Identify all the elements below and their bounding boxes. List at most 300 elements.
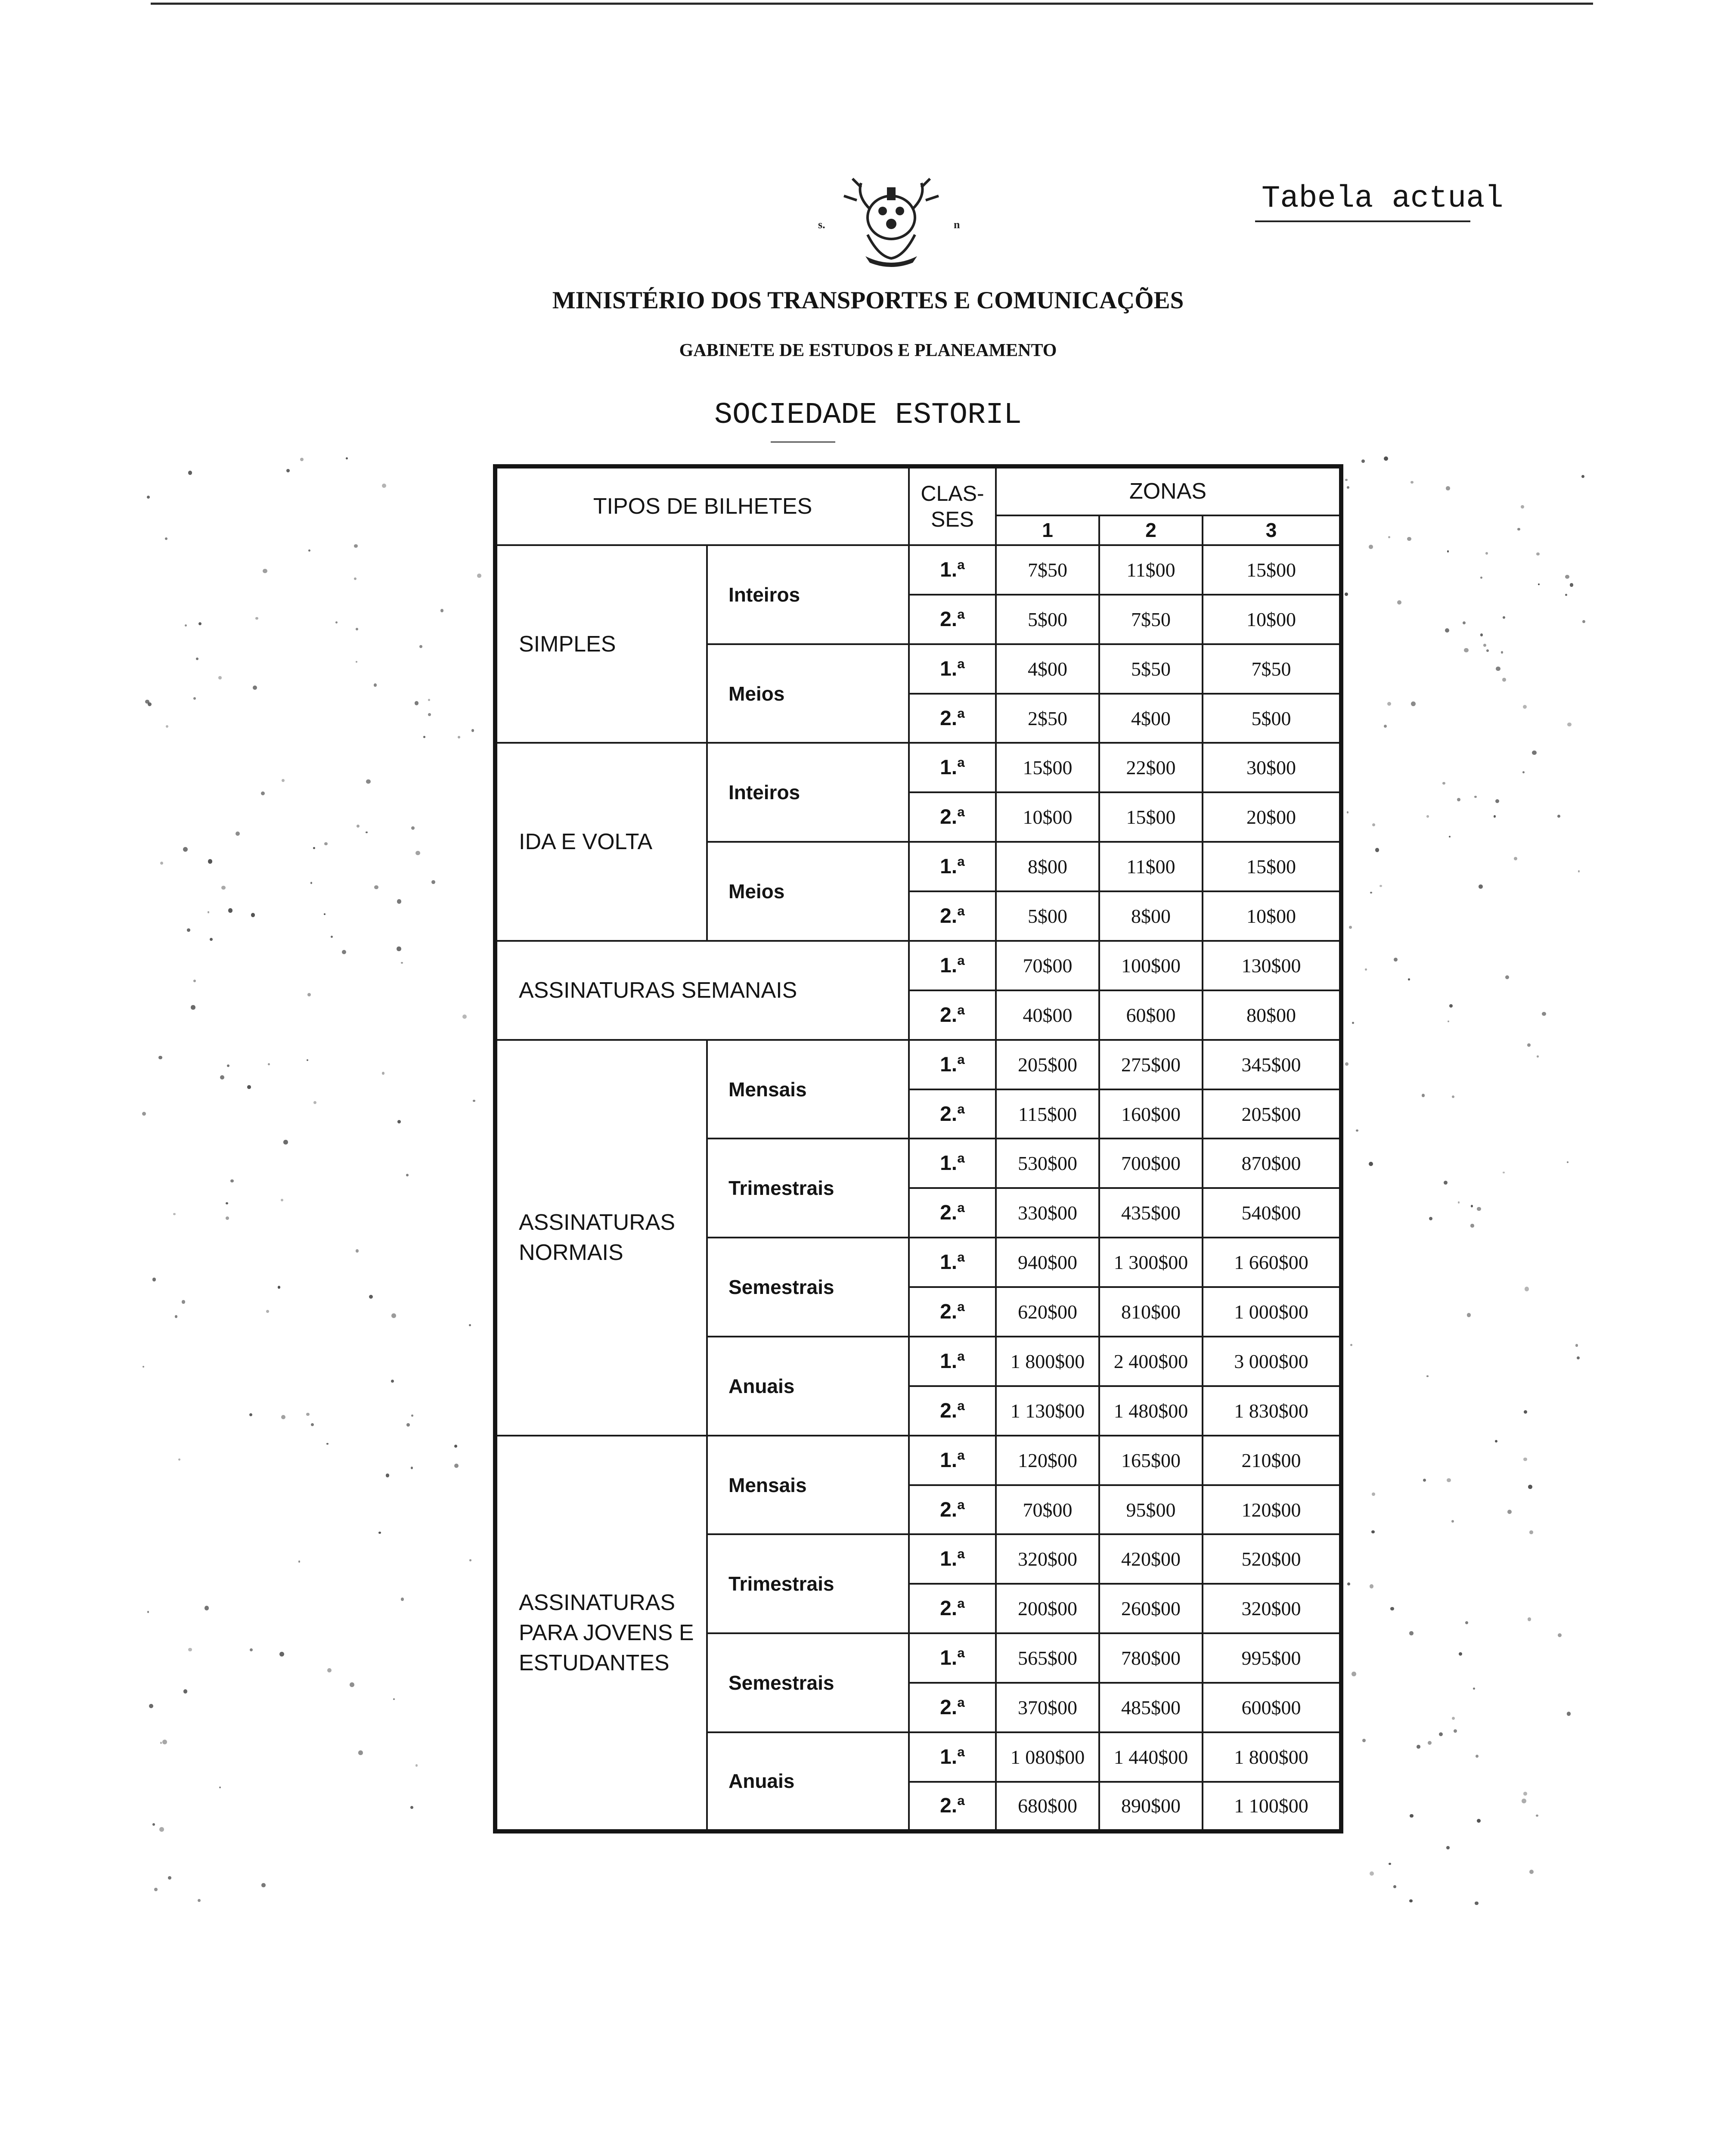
scan-speck [1452, 1717, 1455, 1720]
scan-speck [307, 993, 311, 996]
scan-speck [166, 725, 168, 728]
class-cell: 1.ª [909, 1633, 996, 1683]
scan-speck [1521, 505, 1524, 509]
fare-value-cell: 320$00 [1203, 1584, 1341, 1633]
fare-value-cell: 15$00 [1099, 792, 1203, 842]
class-cell: 1.ª [909, 1534, 996, 1584]
scan-speck [1567, 723, 1571, 726]
scan-speck [251, 913, 255, 917]
scan-speck [397, 1120, 401, 1123]
fare-value-cell: 520$00 [1203, 1534, 1341, 1584]
scan-speck [149, 1704, 153, 1708]
scan-speck [183, 1689, 188, 1694]
class-cell: 2.ª [909, 891, 996, 941]
scan-speck [218, 676, 222, 679]
ticket-subtype-label: Inteiros [707, 743, 909, 842]
scan-speck [1505, 975, 1509, 979]
class-cell: 2.ª [909, 1287, 996, 1337]
scan-speck [307, 1059, 308, 1061]
fare-row [495, 545, 1341, 595]
scan-speck [1428, 1741, 1432, 1745]
scan-speck [477, 574, 481, 578]
scan-speck [1465, 1621, 1468, 1624]
class-cell: 2.ª [909, 990, 996, 1040]
column-header-zones: ZONAS [996, 466, 1341, 515]
ticket-subtype-label: Meios [707, 842, 909, 941]
header-row-main [495, 466, 1341, 515]
fare-value-cell: 275$00 [1099, 1040, 1203, 1089]
scan-speck [1503, 1172, 1505, 1174]
scan-speck [1523, 1458, 1527, 1461]
ticket-subtype-label: Semestrais [707, 1238, 909, 1337]
ticket-subtype-label: Trimestrais [707, 1534, 909, 1633]
scan-speck [1514, 857, 1517, 860]
scan-speck [1476, 1755, 1479, 1758]
ticket-subtype-label: Semestrais [707, 1633, 909, 1732]
scan-speck [401, 962, 403, 964]
scan-speck [1448, 1021, 1449, 1022]
scan-speck [227, 1064, 229, 1067]
scan-speck [182, 1300, 185, 1303]
scan-speck [191, 1005, 195, 1009]
scan-speck [1422, 1094, 1425, 1097]
scan-speck [1570, 583, 1573, 586]
scan-speck [236, 831, 240, 836]
scan-speck [1502, 678, 1506, 682]
fare-value-cell: 5$00 [996, 891, 1099, 941]
scan-speck [1446, 1846, 1450, 1849]
scan-speck [1524, 1410, 1527, 1414]
zone-number-header: 2 [1099, 515, 1203, 545]
scan-speck [1384, 725, 1387, 728]
fare-value-cell: 940$00 [996, 1238, 1099, 1287]
scan-speck [168, 1876, 171, 1880]
company-title: SOCIEDADE ESTORIL [714, 398, 1022, 432]
class-cell: 1.ª [909, 545, 996, 595]
scan-speck [1565, 575, 1569, 579]
scan-speck [415, 1764, 418, 1767]
scan-speck [193, 980, 196, 982]
scan-speck [1567, 1712, 1571, 1716]
scan-speck [178, 1458, 180, 1461]
fare-value-cell: 2 400$00 [1099, 1337, 1203, 1386]
scan-speck [1577, 1356, 1580, 1359]
scan-speck [1495, 1440, 1498, 1443]
fare-value-cell: 420$00 [1099, 1534, 1203, 1584]
fare-value-cell: 1 000$00 [1203, 1287, 1341, 1337]
class-cell: 2.ª [909, 1386, 996, 1436]
scan-speck [1454, 1729, 1457, 1733]
fare-value-cell: 7$50 [996, 545, 1099, 595]
scan-speck [1479, 884, 1483, 889]
scan-speck [306, 1413, 310, 1416]
scan-speck [1474, 796, 1477, 798]
class-cell: 2.ª [909, 792, 996, 842]
scan-speck [374, 683, 377, 687]
scan-speck [266, 1310, 269, 1313]
scan-speck [415, 701, 419, 705]
scan-speck [268, 1063, 270, 1065]
scan-speck [1567, 1161, 1569, 1163]
fare-value-cell: 15$00 [1203, 842, 1341, 891]
scan-speck [1350, 1344, 1352, 1346]
scan-speck [1565, 594, 1567, 596]
scan-speck [300, 458, 304, 461]
scan-speck [386, 1474, 390, 1477]
ticket-subtype-label: Mensais [707, 1040, 909, 1139]
scan-speck [1501, 651, 1504, 654]
fare-value-cell: 5$00 [996, 595, 1099, 644]
scan-speck [1370, 1584, 1373, 1588]
scan-speck [1477, 1207, 1481, 1211]
scan-speck [255, 617, 258, 620]
scan-speck [282, 779, 285, 782]
scan-speck [220, 1075, 224, 1080]
scan-speck [454, 1445, 457, 1448]
fare-value-cell: 870$00 [1203, 1139, 1341, 1188]
scan-speck [1522, 1799, 1526, 1803]
column-header-ticket-types: TIPOS DE BILHETES [495, 466, 909, 545]
scan-speck [1345, 479, 1347, 481]
scan-speck [152, 1278, 156, 1281]
scan-speck [1439, 1732, 1443, 1736]
scan-speck [358, 1750, 363, 1755]
scan-speck [1393, 1885, 1396, 1888]
scan-speck [1372, 1492, 1376, 1496]
scan-speck [1370, 892, 1372, 893]
scan-speck [411, 826, 415, 830]
scan-speck [230, 1179, 234, 1183]
class-cell: 1.ª [909, 1732, 996, 1782]
scan-speck [147, 1611, 149, 1613]
scan-speck [471, 729, 474, 732]
scan-speck [228, 908, 232, 912]
scan-speck [221, 886, 226, 890]
class-cell: 1.ª [909, 1040, 996, 1089]
scan-speck [1384, 456, 1388, 461]
ticket-subtype-label: Inteiros [707, 545, 909, 644]
scan-speck [1442, 782, 1445, 785]
scan-speck [391, 1313, 396, 1318]
fare-value-cell: 345$00 [1203, 1040, 1341, 1089]
ministry-heading: MINISTÉRIO DOS TRANSPORTES E COMUNICAÇÕES [552, 287, 1184, 314]
scan-speck [1475, 1902, 1478, 1905]
scan-speck [208, 911, 209, 913]
scan-speck [1477, 1819, 1481, 1823]
scan-speck [261, 791, 265, 795]
scan-speck [1581, 475, 1584, 478]
fare-value-cell: 1 440$00 [1099, 1732, 1203, 1782]
scan-speck [159, 1827, 164, 1832]
scan-speck [1409, 1899, 1412, 1902]
scan-speck [1369, 1162, 1373, 1166]
scan-speck [1449, 1004, 1453, 1008]
scan-speck [313, 847, 315, 849]
scan-speck [378, 1532, 381, 1534]
fare-value-cell: 95$00 [1099, 1485, 1203, 1535]
class-cell: 1.ª [909, 842, 996, 891]
fare-value-cell: 600$00 [1203, 1683, 1341, 1732]
scan-speck [143, 1366, 145, 1368]
fare-value-cell: 810$00 [1099, 1287, 1203, 1337]
fare-value-cell: 165$00 [1099, 1436, 1203, 1485]
fare-value-cell: 1 660$00 [1203, 1238, 1341, 1287]
fare-value-cell: 10$00 [1203, 595, 1341, 644]
scan-speck [356, 661, 357, 663]
fare-value-cell: 80$00 [1203, 990, 1341, 1040]
scan-speck [1389, 1863, 1391, 1865]
class-cell: 2.ª [909, 1683, 996, 1732]
scan-speck [415, 851, 420, 855]
scan-speck [247, 1085, 251, 1089]
scan-speck [1452, 1095, 1454, 1098]
column-header-classes: CLAS- SES [909, 466, 996, 545]
fare-value-cell: 160$00 [1099, 1089, 1203, 1139]
class-cell: 2.ª [909, 1089, 996, 1139]
ticket-subtype-label: Mensais [707, 1436, 909, 1535]
scan-speck [1352, 1022, 1354, 1024]
fare-value-cell: 1 800$00 [996, 1337, 1099, 1386]
scan-speck [346, 457, 348, 460]
scan-speck [1523, 1792, 1527, 1796]
scan-speck [152, 1823, 155, 1826]
fare-value-cell: 700$00 [1099, 1139, 1203, 1188]
scan-speck [428, 713, 431, 716]
scan-speck [397, 946, 401, 951]
fare-value-cell: 15$00 [1203, 545, 1341, 595]
fare-value-cell: 1 130$00 [996, 1386, 1099, 1436]
company-underline [771, 441, 835, 443]
scan-speck [327, 1668, 332, 1672]
fare-value-cell: 20$00 [1203, 792, 1341, 842]
note-underline [1255, 220, 1470, 222]
fare-value-cell: 115$00 [996, 1089, 1099, 1139]
scan-speck [1347, 811, 1349, 813]
scan-speck [1457, 798, 1460, 801]
scan-speck [366, 779, 371, 784]
fare-value-cell: 5$50 [1099, 644, 1203, 694]
scan-speck [1517, 528, 1520, 531]
scan-speck [469, 1559, 471, 1561]
ticket-subtype-label: Anuais [707, 1337, 909, 1436]
scan-speck [354, 577, 356, 580]
scan-speck [391, 1380, 394, 1383]
scan-speck [1345, 1062, 1348, 1066]
scan-speck [419, 645, 422, 648]
scan-speck [1467, 1313, 1471, 1317]
scan-speck [219, 1787, 221, 1788]
ticket-group-label: ASSINATURAS PARA JOVENS E ESTUDANTES [495, 1436, 707, 1831]
scan-speck [278, 1286, 280, 1288]
scan-speck [1417, 1745, 1420, 1749]
scan-speck [1380, 885, 1382, 887]
scan-speck [1503, 616, 1505, 619]
scan-speck [253, 686, 257, 690]
scan-speck [1536, 552, 1539, 555]
ticket-group-label: IDA E VOLTA [495, 743, 707, 941]
scan-speck [1362, 1739, 1366, 1742]
class-cell: 2.ª [909, 1485, 996, 1535]
scan-speck [1361, 459, 1365, 463]
scan-speck [261, 1883, 266, 1887]
scan-speck [1536, 1815, 1538, 1817]
scan-speck [1523, 705, 1527, 709]
scan-speck [1458, 1201, 1460, 1204]
scan-speck [208, 859, 213, 864]
fare-value-cell: 200$00 [996, 1584, 1099, 1633]
scan-speck [331, 936, 333, 938]
scan-speck [311, 1423, 314, 1427]
scan-speck [1372, 823, 1375, 826]
fare-value-cell: 7$50 [1099, 595, 1203, 644]
scan-speck [354, 544, 357, 548]
scan-speck [1388, 536, 1390, 538]
scan-speck [1411, 701, 1416, 706]
scan-speck [1365, 968, 1367, 971]
scan-speck [160, 862, 163, 865]
scan-speck [1537, 1055, 1539, 1058]
scan-speck [1463, 621, 1466, 624]
scan-speck [160, 1742, 162, 1744]
scan-speck [382, 484, 386, 488]
scan-speck [1538, 583, 1540, 585]
scan-speck [1525, 1287, 1529, 1291]
scan-speck [1459, 1652, 1462, 1656]
scan-speck [1407, 537, 1411, 541]
scan-speck [1528, 1617, 1531, 1621]
ticket-group-label: ASSINATURAS NORMAIS [495, 1040, 707, 1436]
scan-speck [226, 1202, 228, 1205]
scan-speck [440, 609, 443, 612]
fare-value-cell: 210$00 [1203, 1436, 1341, 1485]
scan-speck [1447, 1478, 1451, 1482]
fare-value-cell: 2$50 [996, 694, 1099, 743]
scan-speck [1426, 815, 1429, 818]
scan-speck [1349, 926, 1352, 929]
zone-number-header: 3 [1203, 515, 1341, 545]
scan-speck [281, 1199, 283, 1201]
class-cell: 2.ª [909, 694, 996, 743]
fare-value-cell: 1 300$00 [1099, 1238, 1203, 1287]
fare-value-cell: 4$00 [1099, 694, 1203, 743]
fare-value-cell: 120$00 [1203, 1485, 1341, 1535]
emblem-letter-right: n [954, 218, 960, 231]
scan-speck [1473, 1688, 1476, 1690]
scan-speck [1529, 1870, 1534, 1874]
scan-speck [158, 1056, 162, 1060]
ticket-subtype-label: Meios [707, 644, 909, 743]
class-cell: 2.ª [909, 1782, 996, 1831]
scan-speck [286, 469, 290, 472]
fare-value-cell: 205$00 [1203, 1089, 1341, 1139]
fare-row [495, 941, 1341, 990]
scan-speck [356, 628, 358, 630]
scan-speck [187, 928, 190, 932]
scan-speck [1429, 1217, 1432, 1220]
fare-value-cell: 890$00 [1099, 1782, 1203, 1831]
scan-speck [1557, 815, 1560, 818]
scan-speck [1480, 577, 1482, 579]
ticket-group-label: SIMPLES [495, 545, 707, 743]
fare-value-cell: 22$00 [1099, 743, 1203, 792]
fare-value-cell: 5$00 [1203, 694, 1341, 743]
fare-value-cell: 435$00 [1099, 1188, 1203, 1238]
scan-speck [1532, 751, 1537, 755]
scan-speck [406, 1174, 409, 1176]
scan-speck [335, 621, 338, 624]
scan-speck [173, 1213, 176, 1216]
scan-speck [1486, 649, 1489, 652]
scan-speck [198, 1899, 201, 1902]
scan-speck [1529, 1530, 1533, 1534]
scan-speck [185, 624, 187, 627]
scan-speck [1345, 593, 1348, 596]
fare-value-cell: 11$00 [1099, 842, 1203, 891]
scan-speck [1496, 667, 1500, 671]
scan-speck [188, 1648, 192, 1652]
scan-speck [175, 1315, 177, 1318]
scan-speck [369, 1295, 373, 1299]
class-cell: 2.ª [909, 595, 996, 644]
fare-value-cell: 11$00 [1099, 545, 1203, 595]
scan-speck [374, 885, 378, 890]
class-cell: 2.ª [909, 1584, 996, 1633]
class-cell: 1.ª [909, 1139, 996, 1188]
scan-speck [356, 825, 360, 828]
fare-value-cell: 1 480$00 [1099, 1386, 1203, 1436]
scan-speck [1471, 1205, 1473, 1207]
scan-speck [1397, 600, 1401, 605]
scan-speck [1347, 1582, 1350, 1585]
class-cell: 1.ª [909, 1436, 996, 1485]
emblem-letter-left: s. [818, 218, 825, 231]
scan-speck [1423, 1479, 1426, 1482]
ticket-group-label: ASSINATURAS SEMANAIS [495, 941, 909, 1040]
ticket-subtype-label: Anuais [707, 1732, 909, 1831]
scan-speck [142, 1112, 146, 1116]
scan-speck [458, 736, 460, 738]
fare-value-cell: 530$00 [996, 1139, 1099, 1188]
scan-speck [1480, 633, 1483, 636]
zone-number-header: 1 [996, 515, 1099, 545]
fare-value-cell: 1 830$00 [1203, 1386, 1341, 1436]
scan-speck [1485, 552, 1488, 555]
scan-speck [1410, 1814, 1413, 1818]
scan-speck [326, 1443, 329, 1445]
scan-speck [1470, 1224, 1474, 1227]
scan-speck [1449, 836, 1451, 838]
scan-speck [188, 471, 192, 475]
scan-speck [210, 938, 213, 941]
scan-speck [411, 1467, 413, 1469]
scan-speck [226, 1216, 229, 1220]
scan-speck [310, 882, 312, 884]
scan-speck [1347, 486, 1349, 489]
scan-speck [183, 847, 188, 852]
fare-value-cell: 130$00 [1203, 941, 1341, 990]
scan-speck [454, 1464, 459, 1468]
scan-speck [1447, 550, 1449, 552]
fare-value-cell: 320$00 [996, 1534, 1099, 1584]
fare-value-cell: 10$00 [1203, 891, 1341, 941]
scan-speck [1390, 1607, 1394, 1611]
fare-value-cell: 3 000$00 [1203, 1337, 1341, 1386]
fare-value-cell: 40$00 [996, 990, 1099, 1040]
scan-speck [411, 1415, 413, 1417]
fare-value-cell: 4$00 [996, 644, 1099, 694]
scan-speck [1507, 1510, 1512, 1514]
scan-speck [410, 1806, 413, 1809]
